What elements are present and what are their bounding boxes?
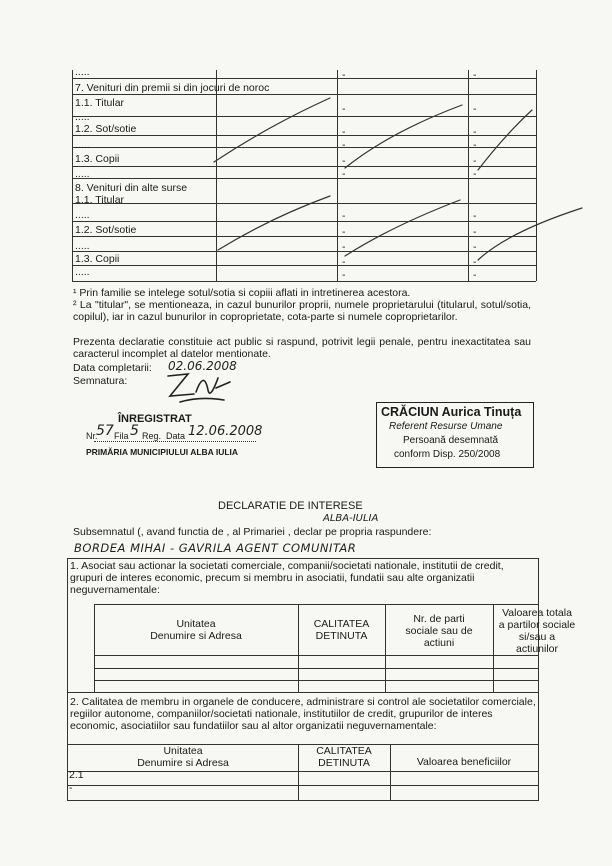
cell-dash: - <box>473 256 477 268</box>
cell-dash: - <box>342 139 346 151</box>
t2-header-benefits: Valoarea beneficiilor <box>416 756 512 768</box>
cell-dash: - <box>473 269 477 281</box>
cell-dash: - <box>342 126 346 138</box>
dots-row: ..... <box>75 240 90 252</box>
dots-row: ..... <box>75 168 90 180</box>
cell-dash: - <box>473 168 477 180</box>
dots-row: ..... <box>75 66 90 78</box>
stamp-institution: PRIMĂRIA MUNICIPIULUI ALBA IULIA <box>86 447 239 457</box>
stamp-data-label: Data <box>166 431 186 441</box>
cell-dash: - <box>342 210 346 222</box>
cell-dash: - <box>473 226 477 238</box>
cell-dash: - <box>473 155 477 167</box>
cell-dash: - <box>342 256 346 268</box>
stamp-fila-value: 5 <box>130 423 139 439</box>
t2-header-unit: Unitatea Denumire si Adresa <box>137 745 229 769</box>
s7-titular-label: 1.1. Titular <box>75 97 125 109</box>
cell-dash: - <box>342 168 346 180</box>
s8-children-label: 1.3. Copii <box>75 253 120 265</box>
s7-spouse-label: 1.2. Sot/sotie <box>75 123 137 135</box>
public-act-note: Prezenta declaratie constituie act public si raspund, potrivit legii penale, pentru inexactitatea sau caracterul incomplet al datelor mentionate. <box>73 336 531 360</box>
declaration-intro: Subsemnatul (, avand functia de , al Primariei , declar pe propria raspundere: <box>73 526 432 538</box>
row-2-1-label: 2.1 <box>69 769 84 781</box>
footnote-1: ¹ Prin familie se intelege sotul/sotia si copiii aflati in intretinerea acestora. <box>73 287 411 299</box>
t1-header-shares: Nr. de parti sociale sau de actiuni <box>405 613 473 649</box>
section-2-heading: 2. Calitatea de membru in organele de conducere, administrare si control ale societatilor comerciale, regiilor autonome, companiilor/societati nationale, institutiilor de credit, grupurilor de interes economic, asociatiilor sau fundatiilor sau al altor organizatii neguvernamentale: <box>70 696 536 732</box>
stamp-fila-label: Fila <box>114 431 129 441</box>
section-1-heading: 1. Asociat sau actionar la societati comerciale, companii/societati nationale, institutii de credit, grupuri de interes economic, precum si membru in asociatii, fundatii sau alte organizatii neguvernamentale: <box>70 560 504 596</box>
cell-dash: - <box>473 69 477 81</box>
handwritten-name: BORDEA MIHAI - GAVRILA AGENT COMUNITAR <box>74 541 357 555</box>
s8-titular-label: 1.1. Titular <box>75 194 125 206</box>
cell-dash: - <box>342 69 346 81</box>
s8-spouse-label: 1.2. Sot/sotie <box>75 224 137 236</box>
hr-stamp-line3: Persoană desemnată <box>403 435 499 446</box>
strike-through-marks <box>0 0 612 300</box>
cell-dash: - <box>473 139 477 151</box>
cell-dash: - <box>342 269 346 281</box>
signature-image <box>160 366 240 406</box>
section-7-label: 7. Venituri din premii si din jocuri de noroc <box>75 82 270 94</box>
hr-stamp-role: Referent Resurse Umane <box>389 421 503 432</box>
cell-dash: - <box>473 126 477 138</box>
dots-row: ..... <box>75 209 90 221</box>
cell-dash: - <box>342 241 346 253</box>
signature-label: Semnatura: <box>73 375 128 387</box>
cell-dash: - <box>473 241 477 253</box>
section-8-label: 8. Venituri din alte surse <box>75 182 188 194</box>
cell-dash: - <box>473 103 477 115</box>
stamp-data-value: 12.06.2008 <box>188 424 263 439</box>
hr-stamp-name: CRĂCIUN Aurica Tinuța <box>381 405 522 419</box>
cell-dash: - <box>69 782 73 794</box>
date-handwritten: 02.06.2008 <box>168 359 237 373</box>
date-label: Data completarii: <box>73 362 152 374</box>
declaration-title: DECLARATIE DE INTERESE <box>218 500 363 512</box>
handwritten-city: ALBA-IULIA <box>323 513 379 524</box>
dots-row: ..... <box>75 266 90 278</box>
cell-dash: - <box>342 103 346 115</box>
stamp-nr-label: Nr. <box>86 431 98 441</box>
footnote-2: ² La "titular", se mentioneaza, in cazul bunurilor proprii, numele proprietarului (titularul, sotul/sotia, copilul), iar in cazul bunurilor in coproprietate, cota-parte si numele coproprietarilor. <box>73 299 531 323</box>
cell-dash: - <box>342 155 346 167</box>
cell-dash: - <box>342 226 346 238</box>
t1-header-quality: CALITATEA DETINUTA <box>313 618 370 642</box>
stamp-reg-label: Reg. <box>142 431 162 441</box>
t1-header-value: Valoarea totala a partilor sociale si/sau a actiunilor <box>498 607 576 655</box>
cell-dash: - <box>473 210 477 222</box>
stamp-nr-value: 57 <box>96 423 114 439</box>
hr-stamp-line4: conform Disp. 250/2008 <box>394 449 501 460</box>
s7-children-label: 1.3. Copii <box>75 153 120 165</box>
t2-header-quality: CALITATEA DETINUTA <box>316 745 372 769</box>
dots-row: ..... <box>75 139 90 151</box>
stamp-title: ÎNREGISTRAT <box>118 413 192 425</box>
dots-row: ..... <box>75 111 90 123</box>
t1-header-unit: Unitatea Denumire si Adresa <box>150 618 242 642</box>
